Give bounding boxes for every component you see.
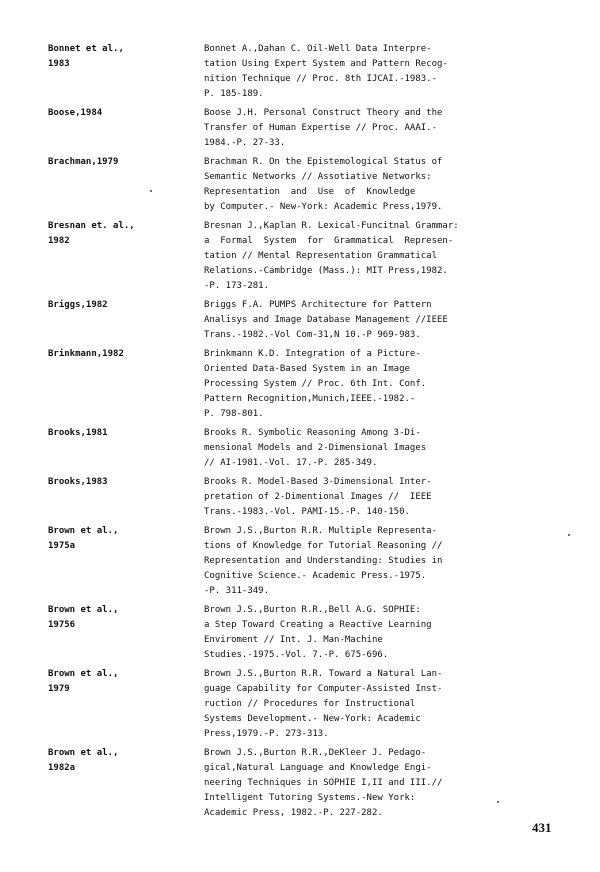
reference-line: Studies.-1975.-Vol. 7.-P. 675-696. [204,650,389,660]
reference-line: nition Technique // Proc. 8th IJCAI.-1983.- [204,74,437,84]
reference-text [204,219,556,294]
reference-line: tation Using Expert System and Pattern Recog- [204,59,448,69]
reference-line: Brachman R. On the Epistemological Status of [204,157,443,167]
citation-key-line: Brinkmann,1982 [48,349,124,359]
citation-key-line: Briggs,1982 [48,300,108,310]
reference-line: Relations.-Cambridge (Mass.): MIT Press,1982. [204,266,448,276]
citation-key [48,219,204,294]
citation-key-line: 1975a [48,541,76,551]
bibliography-entry [48,603,568,663]
reference-line: Brooks R. Symbolic Reasoning Among 3-Di- [204,428,421,438]
reference-line: guage Capability for Computer-Assisted Inst- [204,684,443,694]
reference-line: Bresnan J.,Kaplan R. Lexical-Funcitnal Grammar: [204,221,459,231]
reference-line: mensional Models and 2-Dimensional Images [204,443,427,453]
citation-key-line: Brachman,1979 [48,157,119,167]
citation-key [48,298,204,343]
reference-text [204,106,556,151]
reference-line: P. 185-189. [204,89,264,99]
reference-line: Brinkmann K.D. Integration of a Picture- [204,349,421,359]
reference-line: Representation and Understanding: Studies in [204,556,443,566]
citation-key-line: Bonnet et al., [48,44,124,54]
citation-key-line: Bresnan et. al., [48,221,135,231]
bibliography-entry [48,42,568,102]
citation-key [48,667,204,742]
citation-key-line: Brooks,1983 [48,477,108,487]
reference-line: Trans.-1983.-Vol. PAMI-15.-P. 140-150. [204,507,410,517]
citation-key-line: 1983 [48,59,70,69]
reference-text [204,42,556,102]
page-number: 431 [532,820,552,835]
bibliography-list [48,42,568,825]
reference-line: -P. 311-349. [204,586,270,596]
reference-line: Brown J.S.,Burton R.R.,DeKleer J. Pedago- [204,748,427,758]
reference-text [204,603,556,663]
bibliography-entry [48,106,568,151]
reference-line: P. 798-801. [204,409,264,419]
bibliography-entry [48,219,568,294]
reference-line: Intelligent Tutoring Systems.-New York: [204,793,416,803]
scan-speck [150,190,152,192]
citation-key [48,746,204,821]
reference-line: Briggs F.A. PUMPS Architecture for Pattern [204,300,432,310]
reference-line: Transfer of Human Expertise // Proc. AAAI.- [204,123,437,133]
reference-line: Processing System // Proc. 6th Int. Conf. [204,379,427,389]
reference-text [204,475,556,520]
reference-line: // AI-1981.-Vol. 17.-P. 285-349. [204,458,378,468]
reference-text [204,347,556,422]
citation-key-line: Brown et al., [48,748,119,758]
reference-line: Enviroment // Int. J. Man-Machine [204,635,383,645]
bibliography-entry [48,347,568,422]
reference-line: Boose J.H. Personal Construct Theory and the [204,108,443,118]
bibliography-entry [48,746,568,821]
reference-line: a Step Toward Creating a Reactive Learning [204,620,432,630]
citation-key-line: Brown et al., [48,526,119,536]
citation-key-line: 1979 [48,684,70,694]
reference-line: Press,1979.-P. 273-313. [204,729,329,739]
reference-line: Brown J.S.,Burton R.R. Toward a Natural Lan- [204,669,443,679]
citation-key-line: 1982a [48,763,76,773]
citation-key [48,603,204,663]
reference-line: Analisys and Image Database Management //IEEE [204,315,448,325]
scan-speck [568,534,570,536]
reference-text [204,155,556,215]
bibliography-entry [48,524,568,599]
reference-line: Academic Press, 1982.-P. 227-282. [204,808,383,818]
bibliography-entry [48,298,568,343]
reference-line: a Formal System for Grammatical Represen- [204,236,454,246]
citation-key [48,347,204,422]
citation-key-line: 1982 [48,236,70,246]
bibliography-entry [48,667,568,742]
citation-key-line: Boose,1984 [48,108,103,118]
reference-text [204,298,556,343]
reference-text [204,667,556,742]
citation-key [48,524,204,599]
reference-line: Brown J.S.,Burton R.R.,Bell A.G. SOPHIE: [204,605,421,615]
reference-line: tions of Knowledge for Tutorial Reasoning // [204,541,443,551]
reference-line: neering Techniques in SOPHIE I,II and III.// [204,778,443,788]
reference-line: gical,Natural Language and Knowledge Engi- [204,763,432,773]
reference-line: tation // Mental Representation Grammatical [204,251,437,261]
reference-line: Brown J.S.,Burton R.R. Multiple Representa- [204,526,437,536]
citation-key-line: Brooks,1981 [48,428,108,438]
reference-text [204,746,556,821]
citation-key [48,155,204,215]
reference-line: 1984.-P. 27-33. [204,138,286,148]
citation-key-line: Brown et al., [48,669,119,679]
reference-line: Cognitive Science.- Academic Press.-1975. [204,571,427,581]
reference-line: Trans.-1982.-Vol Com-31,N 10.-P 969-983. [204,330,421,340]
reference-line: Bonnet A.,Dahan C. Oil-Well Data Interpre- [204,44,432,54]
reference-line: -P. 173-281. [204,281,270,291]
reference-line: by Computer.- New-York: Academic Press,1979. [204,202,443,212]
reference-line: pretation of 2-Dimentional Images // IEEE [204,492,432,502]
citation-key-line: Brown et al., [48,605,119,615]
reference-line: ruction // Procedures for Instructional [204,699,416,709]
scan-speck [497,801,499,803]
reference-line: Oriented Data-Based System in an Image [204,364,410,374]
citation-key [48,106,204,151]
reference-text [204,426,556,471]
reference-text [204,524,556,599]
citation-key-line: 19756 [48,620,76,630]
reference-line: Brooks R. Model-Based 3-Dimensional Inter- [204,477,432,487]
bibliography-entry [48,155,568,215]
reference-line: Pattern Recognition,Munich,IEEE.-1982.- [204,394,416,404]
bibliography-entry [48,475,568,520]
reference-line: Representation and Use of Knowledge [204,187,416,197]
citation-key [48,426,204,471]
reference-line: Systems Development.- New-York: Academic [204,714,421,724]
reference-line: Semantic Networks // Assotiative Networks: [204,172,432,182]
bibliography-entry [48,426,568,471]
citation-key [48,475,204,520]
citation-key [48,42,204,102]
